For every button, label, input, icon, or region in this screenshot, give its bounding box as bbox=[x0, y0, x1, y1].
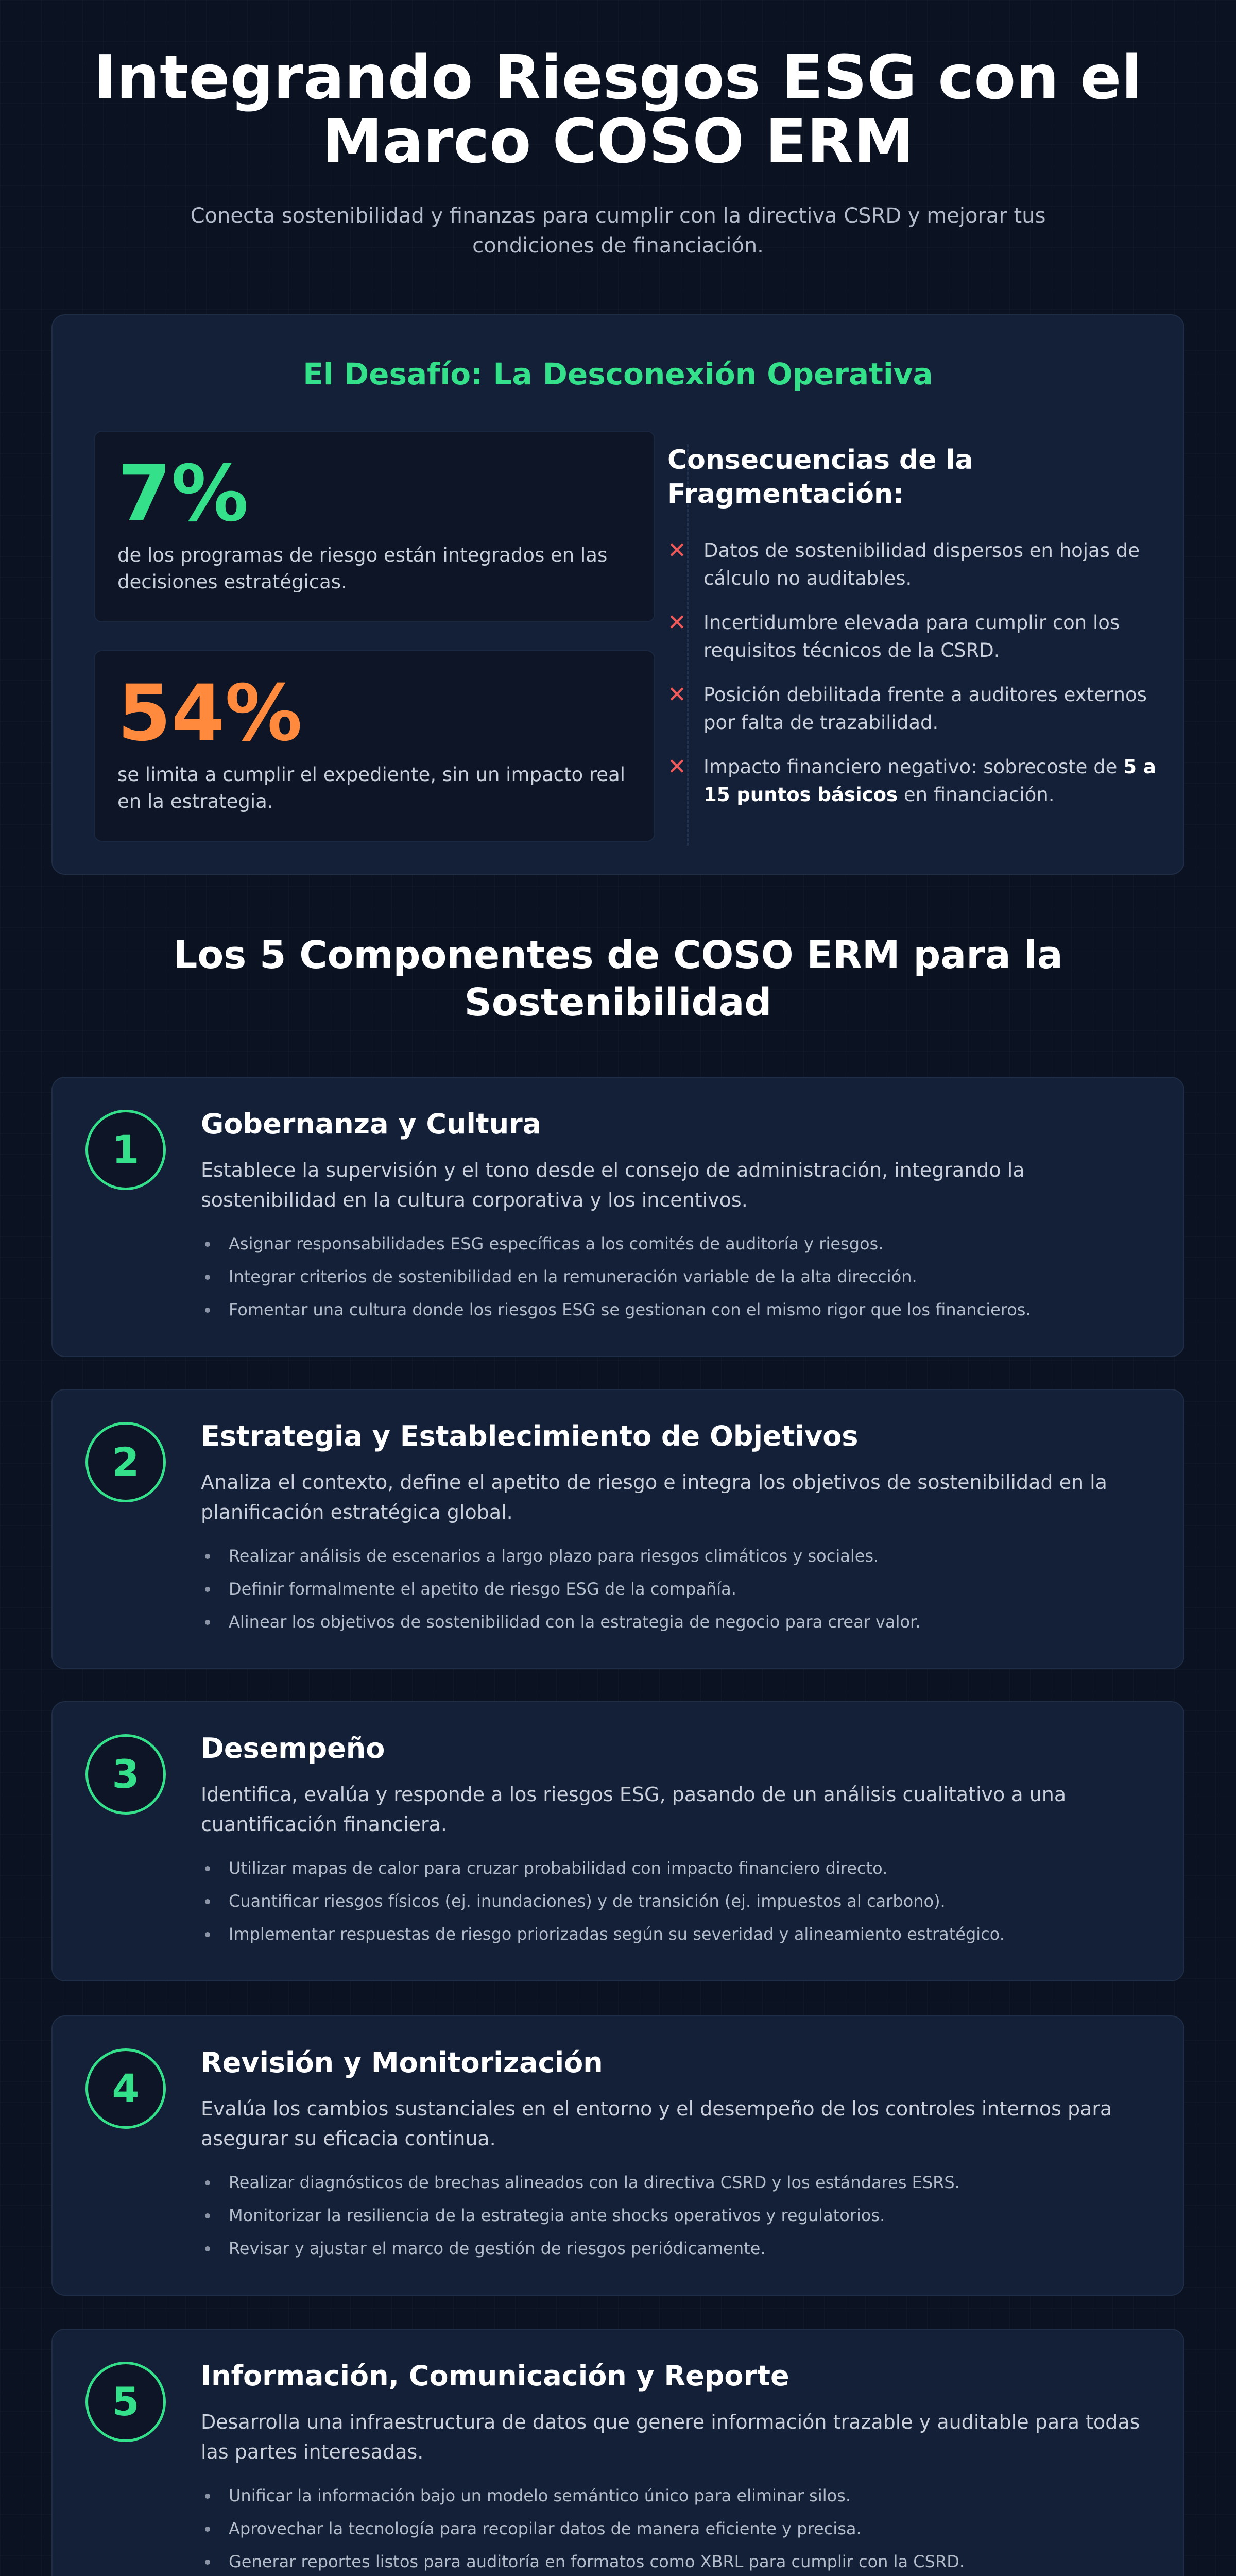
component-title: Estrategia y Establecimiento de Objetivos bbox=[201, 1420, 859, 1452]
number-badge: 5 bbox=[85, 2362, 166, 2442]
component-description: Establece la supervisión y el tono desde el consejo de administración, integrando la sostenibilidad en la cultura corporativa y los incentivos. bbox=[201, 1159, 1025, 1211]
component-title: Gobernanza y Cultura bbox=[201, 1108, 542, 1140]
consequence-item: ✕ Posición debilitada frente a auditores externos por falta de trazabilidad. bbox=[667, 682, 1147, 734]
bullet-item: Unificar la información bajo un modelo semántico único para eliminar silos. bbox=[201, 2484, 1159, 2507]
component-description: Analiza el contexto, define el apetito de riesgo e integra los objetivos de sostenibilidad en la planificación estratégica global. bbox=[201, 1471, 1107, 1523]
page-title: Integrando Riesgos ESG con el Marco COSO ERM bbox=[94, 42, 1142, 177]
stat-value: 54% bbox=[117, 669, 303, 758]
component-bullets bbox=[201, 2171, 1159, 2270]
component-description: Identifica, evalúa y responde a los riesgos ESG, pasando de un análisis cualitativo a una cuantificación financiera. bbox=[201, 1783, 1067, 1836]
component-description: Desarrolla una infraestructura de datos que genere información trazable y auditable para todas las partes interesadas. bbox=[201, 2411, 1140, 2463]
components-title: Los 5 Componentes de COSO ERM para la Sostenibilidad bbox=[173, 933, 1063, 1025]
consequences-list bbox=[667, 537, 1182, 825]
number-badge: 2 bbox=[85, 1422, 166, 1502]
component-bullets bbox=[201, 1232, 1159, 1331]
bullet-item: Generar reportes listos para auditoría en formatos como XBRL para cumplir con la CSRD. bbox=[201, 2550, 1159, 2573]
bullet-item: Alinear los objetivos de sostenibilidad con la estrategia de negocio para crear valor. bbox=[201, 1611, 1159, 1633]
stat-card-integrated bbox=[94, 431, 655, 622]
x-mark-icon: ✕ bbox=[667, 537, 686, 564]
challenge-title: El Desafío: La Desconexión Operativa bbox=[303, 357, 933, 392]
component-bullets bbox=[201, 1545, 1159, 1643]
page-subtitle: Conecta sostenibilidad y finanzas para cumplir con la directiva CSRD y mejorar tus condiciones de financiación. bbox=[190, 204, 1046, 258]
component-card-3 bbox=[52, 1701, 1184, 1981]
component-card-1 bbox=[52, 1077, 1184, 1357]
bullet-item: Cuantificar riesgos físicos (ej. inundaciones) y de transición (ej. impuestos al carbono). bbox=[201, 1890, 1159, 1912]
bullet-item: Integrar criterios de sostenibilidad en la remuneración variable de la alta dirección. bbox=[201, 1265, 1159, 1288]
bullet-item: Aprovechar la tecnología para recopilar datos de manera eficiente y precisa. bbox=[201, 2517, 1159, 2540]
bullet-item: Utilizar mapas de calor para cruzar probabilidad con impacto financiero directo. bbox=[201, 1857, 1159, 1879]
stat-description: se limita a cumplir el expediente, sin un impacto real en la estrategia. bbox=[117, 764, 626, 812]
bullet-item: Realizar análisis de escenarios a largo plazo para riesgos climáticos y sociales. bbox=[201, 1545, 1159, 1567]
consequence-item: ✕ Incertidumbre elevada para cumplir con los requisitos técnicos de la CSRD. bbox=[667, 609, 1120, 662]
bullet-item: Realizar diagnósticos de brechas alineados con la directiva CSRD y los estándares ESRS. bbox=[201, 2171, 1159, 2194]
consequences-title: Consecuencias de la Fragmentación: bbox=[667, 445, 973, 510]
component-description: Evalúa los cambios sustanciales en el entorno y el desempeño de los controles internos para asegurar su eficacia continua. bbox=[201, 2097, 1112, 2150]
number-badge: 4 bbox=[85, 2048, 166, 2129]
bullet-item: Fomentar una cultura donde los riesgos ESG se gestionan con el mismo rigor que los financieros. bbox=[201, 1298, 1159, 1321]
x-mark-icon: ✕ bbox=[667, 609, 686, 636]
stat-value: 7% bbox=[117, 449, 249, 539]
consequence-item: ✕ Datos de sostenibilidad dispersos en hojas de cálculo no auditables. bbox=[667, 537, 1140, 589]
bullet-item: Monitorizar la resiliencia de la estrategia ante shocks operativos y regulatorios. bbox=[201, 2204, 1159, 2227]
number-badge: 3 bbox=[85, 1734, 166, 1815]
consequence-item: ✕ Impacto financiero negativo: sobrecoste de 5 a 15 puntos básicos en financiación. bbox=[667, 754, 1156, 806]
component-bullets bbox=[201, 2484, 1159, 2576]
component-card-2 bbox=[52, 1389, 1184, 1669]
x-mark-icon: ✕ bbox=[667, 682, 686, 708]
number-badge: 1 bbox=[85, 1110, 166, 1190]
stat-card-compliance bbox=[94, 650, 655, 842]
hero bbox=[52, 42, 1184, 261]
component-card-5 bbox=[52, 2329, 1184, 2576]
bullet-item: Definir formalmente el apetito de riesgo ESG de la compañía. bbox=[201, 1578, 1159, 1600]
component-bullets bbox=[201, 1857, 1159, 1956]
challenge-section bbox=[52, 314, 1184, 875]
stat-description: de los programas de riesgo están integrados en las decisiones estratégicas. bbox=[117, 544, 608, 593]
component-title: Revisión y Monitorización bbox=[201, 2046, 603, 2079]
highlight-basis-points: 5 a 15 puntos básicos bbox=[703, 756, 1156, 806]
bullet-item: Revisar y ajustar el marco de gestión de riesgos periódicamente. bbox=[201, 2237, 1159, 2260]
component-title: Información, Comunicación y Reporte bbox=[201, 2360, 789, 2392]
bullet-item: Asignar responsabilidades ESG específicas a los comités de auditoría y riesgos. bbox=[201, 1232, 1159, 1255]
x-mark-icon: ✕ bbox=[667, 754, 686, 780]
component-title: Desempeño bbox=[201, 1732, 385, 1765]
component-card-4 bbox=[52, 2015, 1184, 2296]
bullet-item: Implementar respuestas de riesgo priorizadas según su severidad y alineamiento estratégico. bbox=[201, 1923, 1159, 1945]
